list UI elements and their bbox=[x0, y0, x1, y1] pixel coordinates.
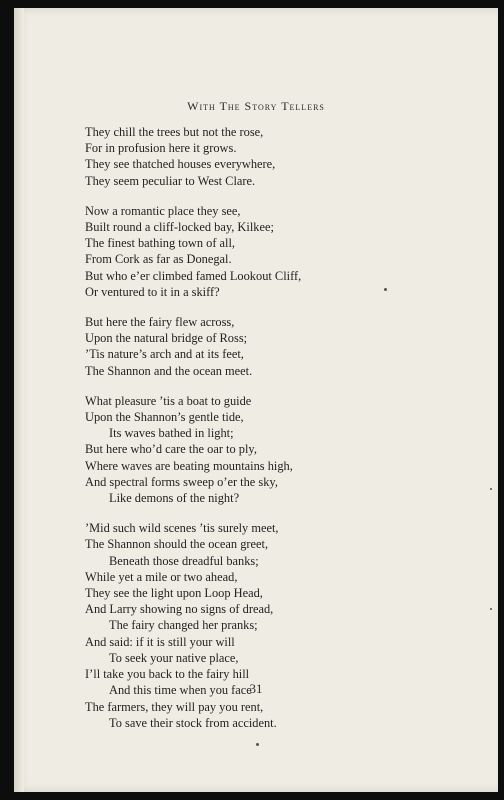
poem-line: Upon the natural bridge of Ross; bbox=[85, 331, 248, 346]
book-page bbox=[14, 8, 498, 792]
poem-line: And Larry showing no signs of dread, bbox=[85, 602, 274, 617]
poem-line: Built round a cliff-locked bay, Kilkee; bbox=[85, 220, 274, 235]
stanza bbox=[85, 203, 445, 300]
poem-line: They seem peculiar to West Clare. bbox=[85, 173, 256, 188]
poem-line: The farmers, they will pay you rent, bbox=[85, 699, 264, 714]
poem-line: The Shannon and the ocean meet. bbox=[85, 363, 253, 378]
poem-line: But who e’er climbed famed Lookout Cliff, bbox=[85, 268, 302, 283]
poem-line: ’Mid such wild scenes ’tis surely meet, bbox=[85, 521, 279, 536]
poem-line: They chill the trees but not the rose, bbox=[85, 125, 264, 139]
poem-line: Now a romantic place they see, bbox=[85, 203, 241, 218]
poem-line: They see the light upon Loop Head, bbox=[85, 586, 263, 601]
poem-line: I’ll take you back to the fairy hill bbox=[85, 667, 250, 682]
poem-line: The Shannon should the ocean greet, bbox=[85, 537, 269, 552]
poem-line: The finest bathing town of all, bbox=[85, 236, 236, 251]
poem-body bbox=[85, 124, 445, 745]
page-number: 31 bbox=[249, 681, 263, 696]
poem-line: Its waves bathed in light; bbox=[109, 426, 234, 441]
paper-speck bbox=[256, 743, 259, 746]
paper-speck bbox=[490, 488, 492, 490]
stanza bbox=[85, 393, 445, 506]
poem-line: Like demons of the night? bbox=[109, 491, 240, 506]
poem-line: To save their stock from accident. bbox=[109, 715, 277, 730]
poem-line: The fairy changed her pranks; bbox=[109, 618, 258, 633]
poem-line: And spectral forms sweep o’er the sky, bbox=[85, 474, 278, 489]
poem-line: From Cork as far as Donegal. bbox=[85, 252, 232, 267]
poem-line: Upon the Shannon’s gentle tide, bbox=[85, 410, 244, 425]
paper-speck bbox=[384, 288, 387, 291]
poem-line: What pleasure ’tis a boat to guide bbox=[85, 393, 252, 408]
poem-line: Beneath those dreadful banks; bbox=[109, 553, 259, 568]
poem-line: Or ventured to it in a skiff? bbox=[85, 284, 220, 299]
poem-line: For in profusion here it grows. bbox=[85, 141, 237, 156]
poem-line: ’Tis nature’s arch and at its feet, bbox=[85, 347, 244, 362]
paper-speck bbox=[490, 608, 492, 610]
poem-line: But here the fairy flew across, bbox=[85, 315, 235, 330]
poem-line: And said: if it is still your will bbox=[85, 634, 235, 649]
poem-line: To seek your native place, bbox=[109, 650, 239, 665]
stanza bbox=[85, 520, 445, 731]
poem-line: While yet a mile or two ahead, bbox=[85, 569, 238, 584]
stanza bbox=[85, 314, 445, 379]
poem-line: And this time when you face bbox=[109, 683, 252, 698]
poem-line: They see thatched houses everywhere, bbox=[85, 157, 276, 172]
running-header: With The Story Tellers bbox=[187, 99, 325, 113]
stanza bbox=[85, 124, 445, 189]
page-gutter bbox=[14, 8, 24, 792]
poem-line: But here who’d care the oar to ply, bbox=[85, 442, 257, 457]
poem-line: Where waves are beating mountains high, bbox=[85, 458, 293, 473]
